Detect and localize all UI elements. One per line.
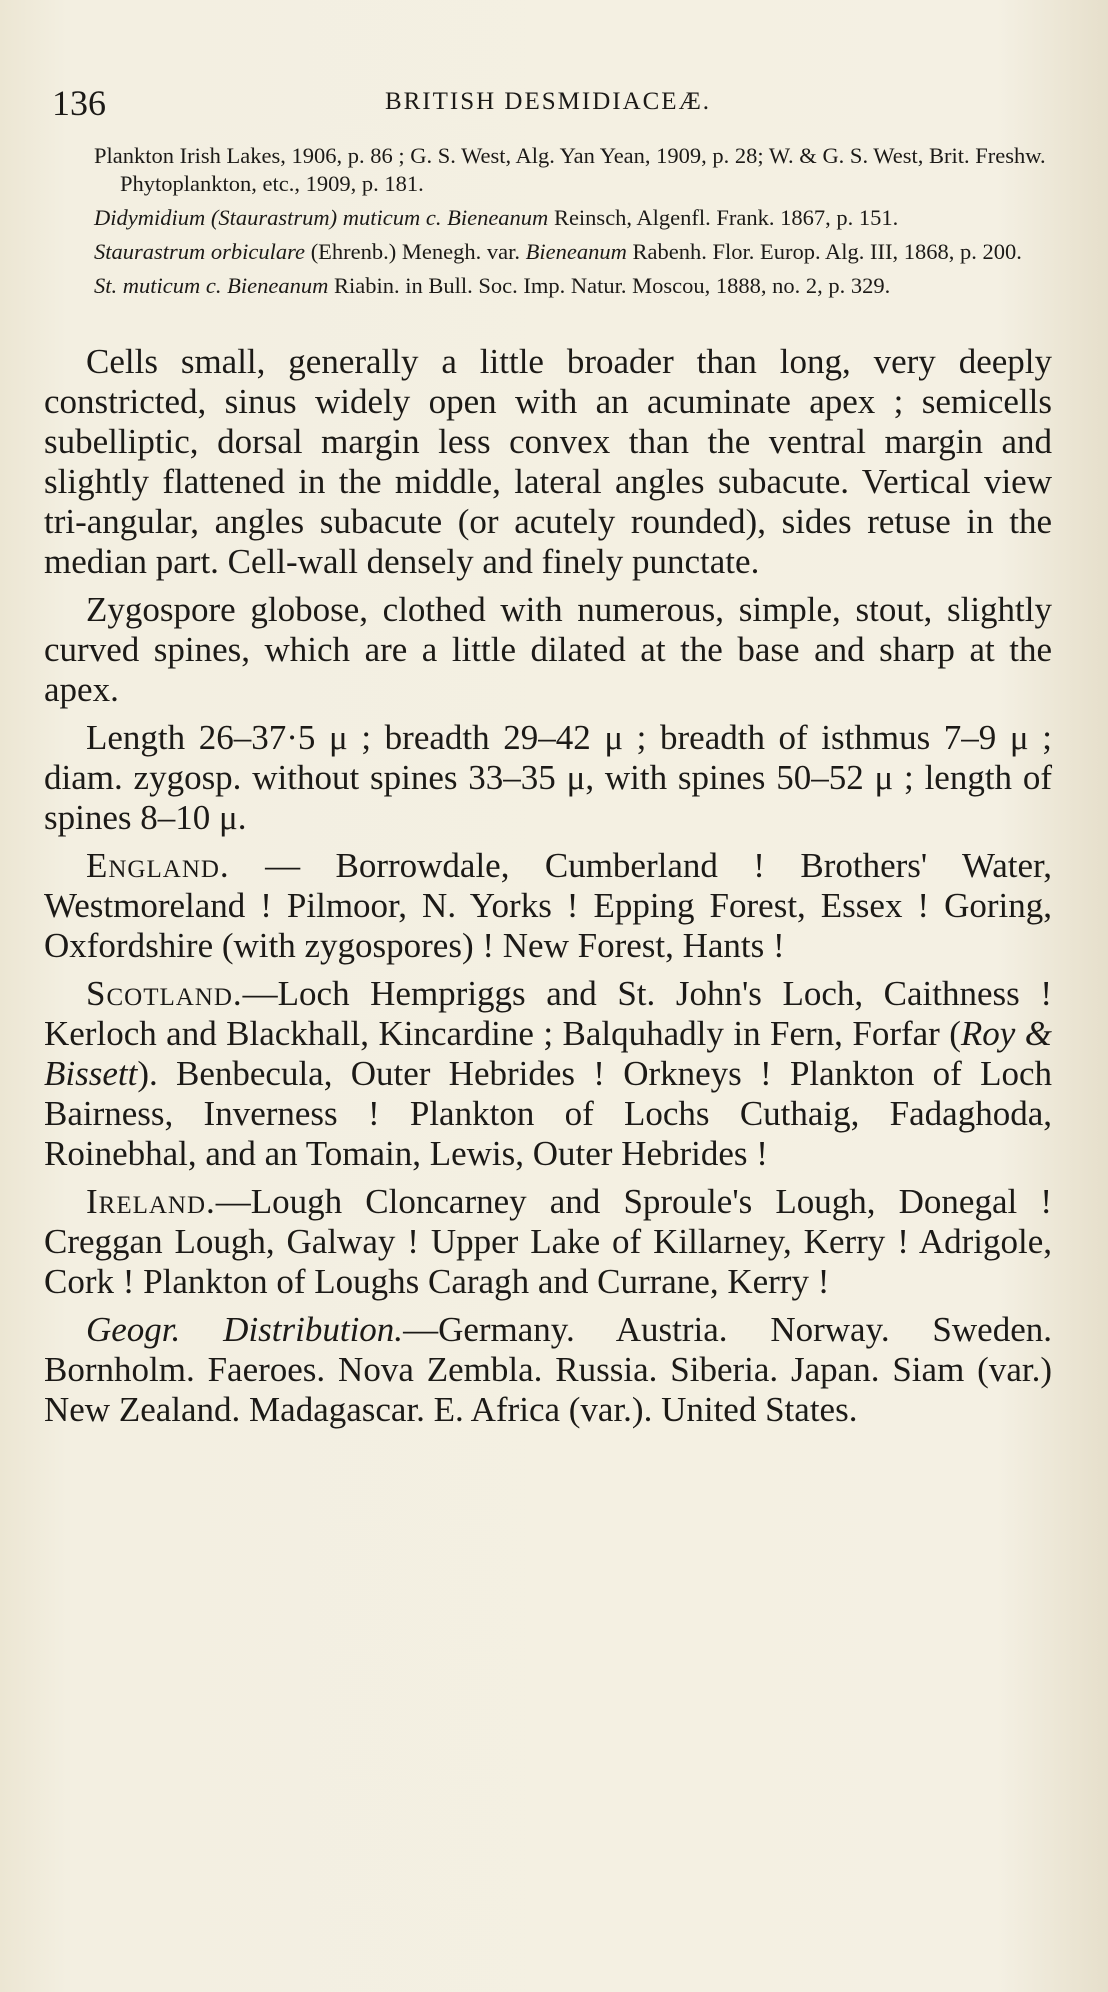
ireland-localities: Ireland.—Lough Cloncarney and Sproule's Lough, Donegal ! Creggan Lough, Galway ! Upper Lake of Killarney, Kerry ! Adrigole, Cork ! Plankton of Loughs Caragh and Currane, Kerry ! [44,1182,1052,1301]
geographic-distribution: Geogr. Distribution.—Germany. Austria. Norway. Sweden. Bornholm. Faeroes. Nova Zembla. Russia. Siberia. Japan. Siam (var.) New Zealand. Madagascar. E. Africa (var.). United States. [44,1310,1052,1429]
taxon-name: St. muticum c. Bieneanum [94,273,329,298]
running-head [44,82,1052,142]
synonymy-block [94,142,1052,300]
running-title: BRITISH DESMIDIACEÆ. [384,88,712,115]
distribution-label: Geogr. Distribution. [86,1310,404,1349]
page-number: 136 [52,83,106,123]
synonym-entry: Staurastrum orbiculare (Ehrenb.) Menegh. var. Bieneanum Rabenh. Flor. Europ. Alg. III, 1868, p. 200. [94,239,1022,264]
region-label: England. [86,846,230,885]
collector-names: Roy & Bissett [44,1014,1053,1093]
zygospore-paragraph: Zygospore globose, clothed with numerous, simple, stout, slightly curved spines, which are a little dilated at the base and sharp at the apex. [44,590,1052,709]
variety-name: Bieneanum [525,239,627,264]
taxon-name: Didymidium (Staurastrum) muticum c. Bieneanum [94,205,549,230]
scotland-localities: Scotland.—Loch Hempriggs and St. John's Loch, Caithness ! Kerloch and Blackhall, Kincardine ; Balquhadly in Fern, Forfar (Roy & Bissett). Benbecula, Outer Hebrides ! Orkneys ! Plankton of Loch Bairness, Inverness ! Plankton of Lochs Cuthaig, Fadaghoda, Roinebhal, and an Tomain, Lewis, Outer Hebrides ! [44,974,1053,1173]
description-paragraph: Cells small, generally a little broader than long, very deeply constricted, sinus widely open with an acuminate apex ; semicells subelliptic, dorsal margin less convex than the ventral margin and slightly flattened in the middle, lateral angles subacute. Vertical view tri-angular, angles subacute (or acutely rounded), sides retuse in the median part. Cell-wall densely and finely punctate. [44,342,1052,581]
synonym-entry: Didymidium (Staurastrum) muticum c. Bieneanum Reinsch, Algenfl. Frank. 1867, p. 151. [94,205,899,230]
species-description [44,342,1052,1430]
taxon-name: Staurastrum orbiculare [94,239,306,264]
synonym-entry: St. muticum c. Bieneanum Riabin. in Bull. Soc. Imp. Natur. Moscou, 1888, no. 2, p. 329. [94,273,891,298]
measurements-paragraph: Length 26–37·5 μ ; breadth 29–42 μ ; breadth of isthmus 7–9 μ ; diam. zygosp. without spines 33–35 μ, with spines 50–52 μ ; length of spines 8–10 μ. [44,718,1052,837]
synonym-entry: Plankton Irish Lakes, 1906, p. 86 ; G. S. West, Alg. Yan Yean, 1909, p. 28; W. & G. S. West, Brit. Freshw. Phytoplankton, etc., 1909, p. 181. [94,143,1046,196]
region-label: Ireland. [86,1182,216,1221]
region-label: Scotland. [86,974,243,1013]
england-localities: England. — Borrowdale, Cumberland ! Brothers' Water, Westmoreland ! Pilmoor, N. Yorks ! Epping Forest, Essex ! Goring, Oxfordshire (with zygospores) ! New Forest, Hants ! [44,846,1052,965]
